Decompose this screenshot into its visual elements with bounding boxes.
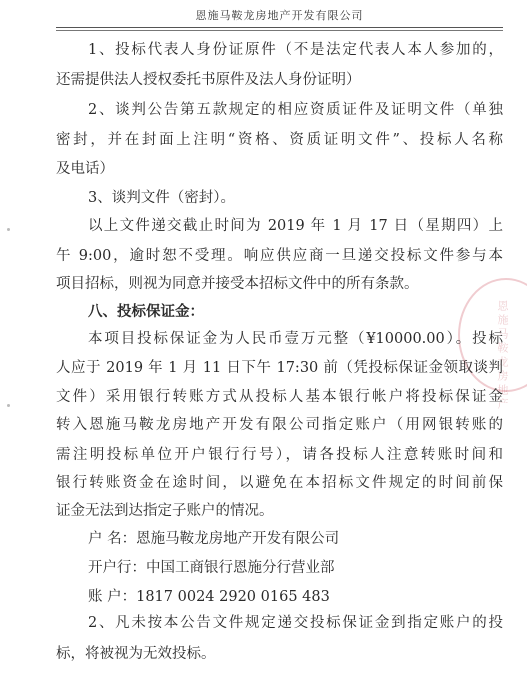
body-text-line: 午 9:00，逾时恕不受理。响应供应商一旦递交投标文件参与本 — [56, 248, 503, 264]
body-text-line: 标，将被视为无效投标。 — [56, 646, 216, 662]
body-text-line: 文件）采用银行转账方式从投标人基本银行帐户将投标保证金 — [56, 389, 503, 405]
scan-edge-mark — [7, 228, 10, 231]
body-text-line: 2、凡未按本公告文件规定递交投标保证金到指定账户的投 — [88, 615, 503, 631]
body-text-line: 转入恩施马鞍龙房地产开发有限公司指定账户（用网银转账的 — [56, 417, 503, 433]
body-text-line: 户 名：恩施马鞍龙房地产开发有限公司 — [88, 531, 340, 547]
body-text-line: 还需提供法人授权委托书原件及法人身份证明） — [56, 72, 361, 88]
body-text-line: 及电话） — [56, 161, 114, 177]
header-rule — [56, 27, 503, 28]
body-text-line: 银行转账资金在途时间，以避免在本招标文件规定的时间前保 — [56, 475, 503, 491]
body-text-line: 需注明投标单位开户银行行号），请各投标人注意转账时间和 — [56, 447, 503, 463]
body-text-line: 账 户：1817 0024 2920 0165 483 — [88, 589, 330, 605]
company-seal-text: 恩施马鞍龙房地产 — [496, 300, 509, 412]
body-text-line: 以上文件递交截止时间为 2019 年 1 月 17 日（星期四）上 — [88, 218, 503, 234]
body-text-line: 3、谈判文件（密封）。 — [88, 190, 235, 206]
scan-edge-mark — [7, 404, 10, 407]
body-text-line: 项目招标，则视为同意并接受本招标文件中的所有条款。 — [56, 276, 419, 292]
body-text-line: 本项目投标保证金为人民币壹万元整（¥10000.00）。投标 — [88, 331, 503, 347]
body-text-line: 证金无法到达指定子账户的情况。 — [56, 503, 274, 519]
body-text-line: 密封，并在封面上注明“资格、资质证明文件”、投标人名称 — [56, 132, 503, 148]
body-text-line: 开户行：中国工商银行恩施分行营业部 — [88, 560, 335, 576]
body-text-line: 2、谈判公告第五款规定的相应资质证件及证明文件（单独 — [88, 102, 503, 118]
section-heading: 八、投标保证金： — [88, 303, 204, 320]
page-header-company: 恩施马鞍龙房地产开发有限公司 — [195, 9, 364, 22]
body-text-line: 人应于 2019 年 1 月 11 日下午 17:30 前（凭投标保证金领取谈判 — [56, 360, 503, 376]
body-text-line: 1、投标代表人身份证原件（不是法定代表人本人参加的， — [88, 42, 503, 58]
header-rule-secondary — [56, 30, 503, 31]
